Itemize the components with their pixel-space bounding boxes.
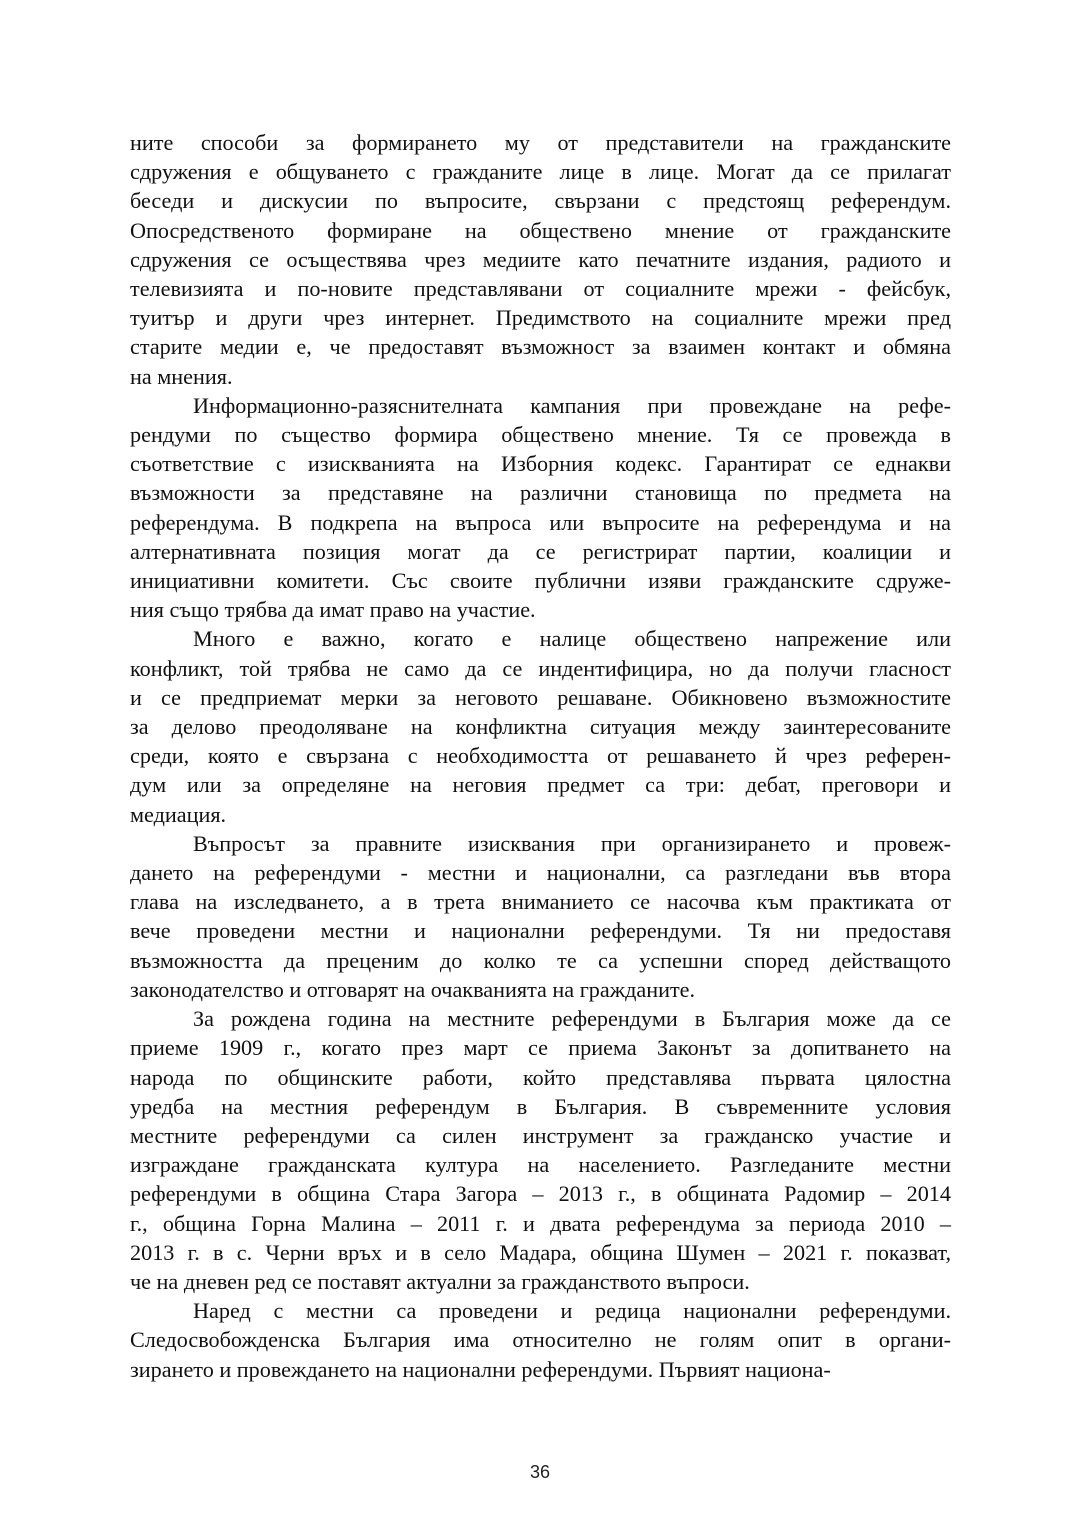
text-line: Следосвобожденска България има относително не голям опит в органи- xyxy=(130,1327,951,1353)
text-line: дум или за определяне на неговия предмет са три: дебат, преговори и xyxy=(130,772,951,798)
text-line: референдуми в община Стара Загора – 2013 г., в общината Радомир – 2014 xyxy=(130,1181,951,1207)
text-line: туитър и други чрез интернет. Предимството на социалните мрежи пред xyxy=(130,305,951,331)
text-line: местните референдуми са силен инструмент за гражданско участие и xyxy=(130,1122,951,1148)
text-line: рендуми по същество формира обществено мнение. Тя се провежда в xyxy=(130,422,951,448)
text-line: медиация. xyxy=(130,801,227,827)
text-line: вече проведени местни и национални референдуми. Тя ни предоставя xyxy=(130,918,951,944)
text-line: сдружения е общуването с гражданите лице в лице. Могат да се прилагат xyxy=(130,159,951,185)
text-line: съответствие с изискванията на Изборния кодекс. Гарантират се еднакви xyxy=(130,451,951,477)
text-line: приеме 1909 г., когато през март се приема Законът за допитването на xyxy=(130,1035,951,1061)
text-line: на мнения. xyxy=(130,363,233,389)
text-line: ните способи за формирането му от представители на гражданските xyxy=(130,130,951,155)
text-line: телевизията и по-новите представлявани от социалните мрежи - фейсбук, xyxy=(130,276,951,302)
text-line: Въпросът за правните изисквания при организирането и провеж- xyxy=(193,830,951,856)
text-line: среди, която е свързана с необходимостта от решаването й чрез референ- xyxy=(130,743,951,769)
text-line: възможността да преценим до колко те са успешни според действащото xyxy=(130,947,951,973)
text-line: зирането и провеждането на национални референдуми. Първият национа- xyxy=(130,1356,831,1382)
text-line: глава на изследването, а в трета вниманието се насочва към практиката от xyxy=(130,889,951,915)
text-line: старите медии е, че предоставят възможност за взаимен контакт и обмяна xyxy=(130,334,951,360)
paragraph-5 xyxy=(130,1004,951,1296)
paragraph-1 xyxy=(130,128,951,391)
text-line: алтернативната позиция могат да се регистрират партии, коалиции и xyxy=(130,538,951,564)
text-line: законодателство и отговарят на очакванията на гражданите. xyxy=(130,976,696,1002)
text-line: дането на референдуми - местни и национални, са разгледани във втора xyxy=(130,860,951,886)
paragraph-4 xyxy=(130,829,951,1004)
text-line: инициативни комитети. Със своите публични изяви гражданските сдруже- xyxy=(130,568,951,594)
text-line: Опосредственото формиране на обществено мнение от гражданските xyxy=(130,217,951,243)
paragraph-3 xyxy=(130,624,951,828)
paragraph-6 xyxy=(130,1296,951,1384)
text-line: 2013 г. в с. Черни връх и в село Мадара, община Шумен – 2021 г. показват, xyxy=(130,1239,951,1265)
text-line: Информационно-разяснителната кампания при провеждане на рефе- xyxy=(193,392,951,418)
page-number: 36 xyxy=(529,1462,551,1482)
text-line: за делово преодоляване на конфликтна ситуация между заинтересованите xyxy=(130,714,951,740)
text-line: беседи и дискусии по въпросите, свързани с предстоящ референдум. xyxy=(130,188,951,214)
paragraph-2 xyxy=(130,391,951,625)
text-line: сдружения се осъществява чрез медиите като печатните издания, радиото и xyxy=(130,246,951,272)
text-line: ния също трябва да имат право на участие. xyxy=(130,597,536,623)
text-line: народа по общинските работи, който представлява първата цялостна xyxy=(130,1064,951,1090)
text-line: възможности за представяне на различни становища по предмета на xyxy=(130,480,951,506)
text-line: Наред с местни са проведени и редица национални референдуми. xyxy=(193,1298,951,1324)
body-text xyxy=(130,128,951,1384)
text-line: За рождена година на местните референдуми в България може да се xyxy=(193,1006,951,1032)
text-line: конфликт, той трябва не само да се индентифицира, но да получи гласност xyxy=(130,655,951,681)
text-line: че на дневен ред се поставят актуални за гражданството въпроси. xyxy=(130,1268,750,1294)
text-line: уредба на местния референдум в България. В съвременните условия xyxy=(130,1093,951,1119)
text-line: и се предприемат мерки за неговото решаване. Обикновено възможностите xyxy=(130,684,951,710)
text-line: г., община Горна Малина – 2011 г. и двата референдума за периода 2010 – xyxy=(130,1210,951,1236)
text-line: референдума. В подкрепа на въпроса или въпросите на референдума и на xyxy=(130,509,951,535)
text-line: Много е важно, когато е налице обществено напрежение или xyxy=(193,626,951,652)
text-line: изграждане гражданската култура на населението. Разгледаните местни xyxy=(130,1152,951,1178)
